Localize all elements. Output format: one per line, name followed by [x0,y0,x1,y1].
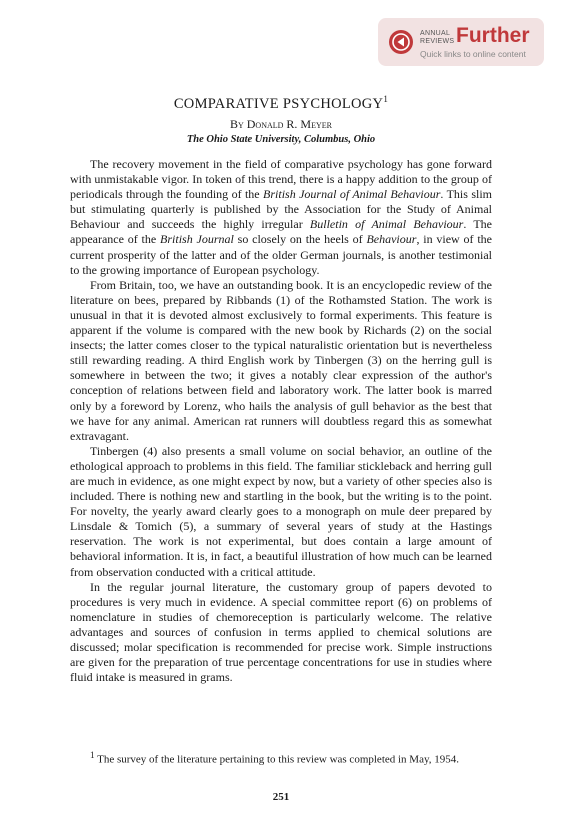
badge-reviews-text: REVIEWS [420,38,455,45]
text-run: , in view of the current prosperity of the latter and of the older German journals, is another testimonial to the growing importance of European psychology. [70,232,492,277]
badge-further-text: Further [456,24,530,47]
italic-title-run: Bulletin of Animal Behaviour [309,217,464,232]
text-run: so closely on the heels of [233,232,367,247]
author-affiliation: The Ohio State University, Columbus, Ohio [186,134,376,145]
italic-title-run: Behaviour [366,232,417,247]
text-run: . This slim but stimulating quarterly is published by the Association for the Study of Animal Behaviour and succeeds the highly irregular [70,187,492,232]
body-paragraph [70,157,492,278]
text-run: The recovery movement in the field of comparative psychology has gone forward with unmistakable vigor. In token of this trend, there is a happy addition to the group of periodicals through the founding of the [70,157,492,202]
text-run: From Britain, too, we have an outstanding book. It is an encyclopedic review of the literature on bees, prepared by Ribbands (1) of the Rothamsted Station. The work is unusual in that it is devoted almost exclusively to formal experiments. This feature is apparent if the volume is compared with the new book by Richards (2) on the social insects; the latter comes closer to the typical naturalistic orientation but is nevertheless still rewarding reading. A third English work by Tinbergen (3) on the herring gull is somewhere in between the two; it gives a notably clear expression of the author's conception of relations between field and laboratory work. The latter book is marred only by a foreword by Lorenz, who hails the analysis of gull behavior as the best that we have for any animal. American rat runners will doubtless regard this as somewhat extravagant. [70,277,492,443]
footnote [70,748,492,768]
text-run: . The appearance of the [70,217,492,247]
article-body [70,157,492,685]
article-title [0,94,562,113]
footnote-text: The survey of the literature pertaining to this review was completed in May, 1954. [94,753,460,766]
badge-publisher [420,30,454,46]
article-title-text: COMPARATIVE PSYCHOLOGY [173,95,384,112]
badge-subtitle: Quick links to online content [420,49,526,59]
body-paragraph [70,444,492,580]
body-paragraph [70,278,492,444]
italic-title-run: British Journal of Animal Behaviour [263,187,441,202]
badge-annual-text: ANNUAL [420,30,451,37]
text-run: In the regular journal literature, the customary group of papers devoted to procedures is very much in evidence. A special committee report (6) on problems of nomenclature in studies of chemoreception is particularly welcome. The relative advantages and sources of confusion in terms applied to chemical solutions are discussed; molar specification is recommended for precise work. Simple instructions are given for the preparation of true percentage concentrations for use in studies where fluid intake is measured in grams. [70,579,492,685]
page-number: 251 [272,791,290,803]
text-run: Tinbergen (4) also presents a small volume on social behavior, an outline of the ethological approach to problems in this field. The familiar stickleback and herring gull are much in evidence, as one might expect by now, but a variety of other species also is included. There is nothing new and startling in the book, but the writing is to the point. For novelty, the yearly award clearly goes to a monograph on mule deer prepared by Linsdale & Tomich (5), a summary of several years of study at the Hastings reservation. The work is not experimental, but does contain a large amount of behavioral information. It is, in fact, a beautiful illustration of how much can be learned from observation conducted with a critical attitude. [70,443,492,579]
title-footnote-marker: 1 [383,94,389,104]
article-author: By Donald R. Meyer [229,117,332,131]
italic-title-run: British Journal [160,232,234,247]
footnote-paragraph [70,748,492,768]
footnote-marker: 1 [90,750,95,760]
play-circle-icon [388,29,414,55]
body-paragraph [70,580,492,686]
further-links-badge[interactable] [378,18,544,66]
